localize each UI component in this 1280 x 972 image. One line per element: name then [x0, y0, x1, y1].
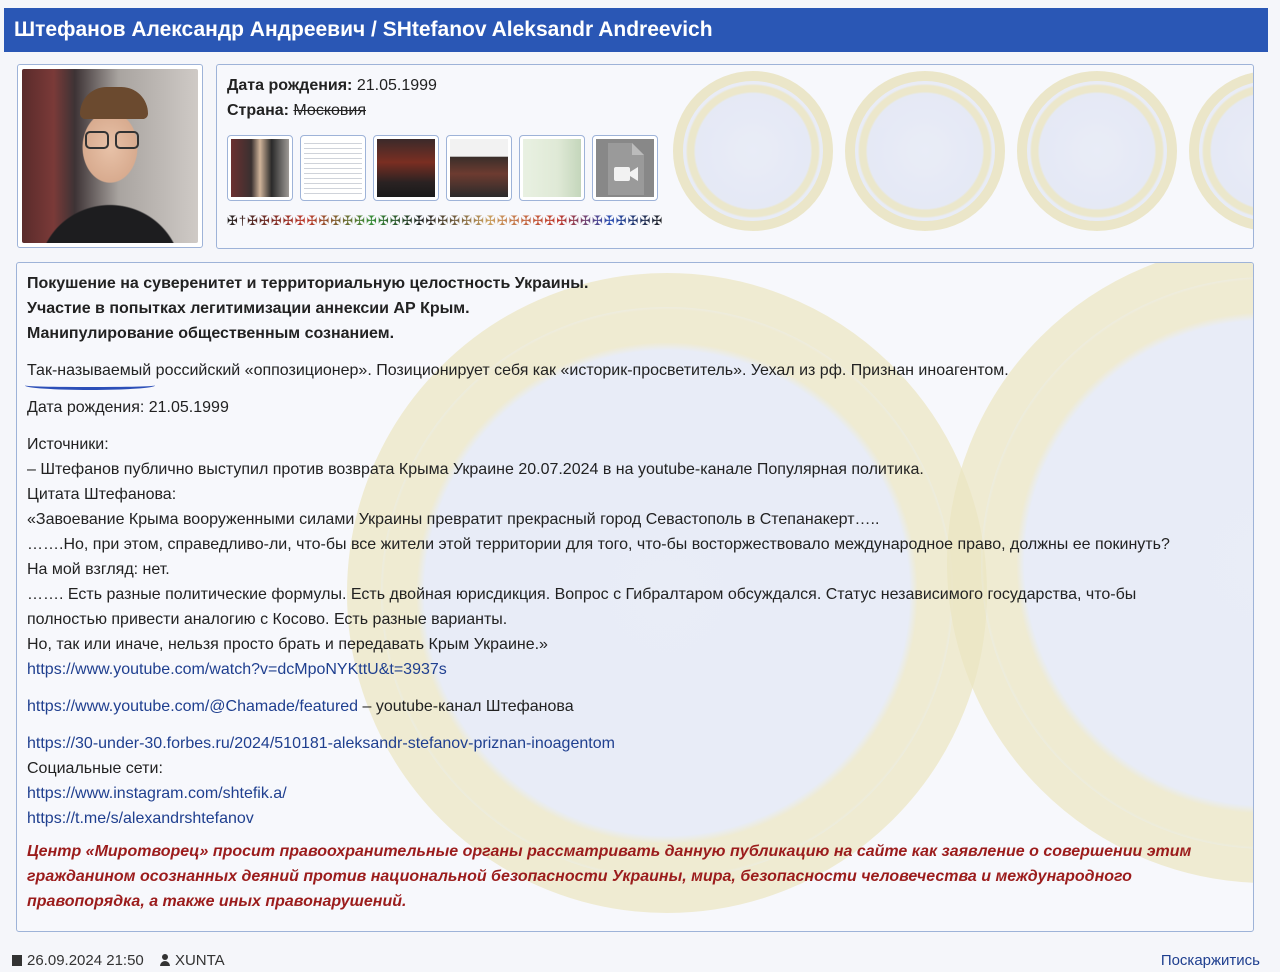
youtube-video-link[interactable]: https://www.youtube.com/watch?v=dcMpoNYKttU&t=3937s: [27, 661, 447, 678]
social-label: Социальные сети:: [27, 760, 163, 777]
video-file-icon: [596, 139, 656, 199]
source-item: – Штефанов публично выступил против возврата Крыма Украине 20.07.2024 в на youtube-канале Популярная политика.: [27, 461, 924, 478]
youtube-channel-link[interactable]: https://www.youtube.com/@Chamade/featured: [27, 698, 359, 715]
page-title: Штефанов Александр Андреевич / SHtefanov Aleksandr Andreevich: [4, 8, 1268, 52]
watermark-seal: [1017, 71, 1177, 231]
attachment-thumbnail-video-still[interactable]: [373, 135, 439, 201]
post-date: 26.09.2024 21:50: [27, 952, 144, 969]
instagram-link[interactable]: https://www.instagram.com/shtefik.a/: [27, 785, 287, 802]
sources-label: Источники:: [27, 436, 109, 453]
telegram-link[interactable]: https://t.me/s/alexandrshtefanov: [27, 810, 254, 827]
avatar: [22, 69, 198, 243]
quote-line: ……. Есть разные политические формулы. Есть двойная юрисдикция. Вопрос с Гибралтаром обсуждался. Статус независимого государства, что-бы: [27, 586, 1137, 603]
accusation-heading: Манипулирование общественным сознанием.: [27, 325, 395, 342]
country-value: Московия: [293, 102, 366, 119]
accusation-heading: Покушение на суверенитет и территориальную целостность Украины.: [27, 275, 589, 292]
main-content-panel: [16, 262, 1254, 932]
post-author[interactable]: XUNTA: [174, 952, 225, 969]
attachment-thumbnail-webpage[interactable]: [446, 135, 512, 201]
youtube-channel-caption: – youtube-канал Штефанова: [358, 698, 574, 715]
accusation-heading: Участие в попытках легитимизации аннексии АР Крым.: [27, 300, 470, 317]
watermark-seal: [845, 71, 1005, 231]
quote-label: Цитата Штефанова:: [27, 486, 177, 503]
attachment-thumbnail-photo[interactable]: [227, 135, 293, 201]
intro-paragraph: [27, 358, 1243, 383]
quote-line: полностью привести аналогию с Косово. Есть разные варианты.: [27, 611, 508, 628]
country-label: Страна:: [227, 102, 289, 119]
quote-line: …….Но, при этом, справедливо-ли, что-бы все жители этой территории для того, что-бы восторжествовало международное право, должны ее покинуть?: [27, 536, 1170, 553]
birth-date-label: Дата рождения:: [227, 77, 353, 94]
intro-underlined-word: Так-называемый: [27, 358, 151, 383]
attachment-thumbnail-document[interactable]: [300, 135, 366, 201]
info-panel: [216, 64, 1254, 249]
watermark-seal: [1189, 71, 1254, 231]
user-icon: [160, 954, 170, 966]
article-body: [27, 271, 1243, 914]
intro-text: российский «оппозиционер». Позиционирует себя как «историк-просветитель». Уехал из рф. Признан иноагентом.: [151, 362, 1009, 379]
birth-date-value: 21.05.1999: [356, 77, 437, 94]
cross-markers: ✠†✠✠✠✠✠✠✠✠✠✠✠✠✠✠✠✠✠✠✠✠✠✠✠✠✠✠✠✠✠✠✠✠✠✠✠: [227, 213, 664, 228]
country-row: [227, 100, 366, 122]
complain-link[interactable]: Поскаржитись: [1160, 952, 1260, 969]
attachment-thumbnail-chat[interactable]: [519, 135, 585, 201]
quote-line: На мой взгляд: нет.: [27, 561, 170, 578]
attachment-thumbnail-video-file[interactable]: [592, 135, 658, 201]
calendar-icon: [12, 955, 22, 966]
legal-warning: Центр «Миротворец» просит правоохранительные органы рассматривать данную публикацию на сайте как заявление о совершении этим гражданином осознанных деяний против национальной безопасности Украины, мира, безопасности человечества и международного правопорядка, а также иных правонарушений.: [27, 843, 1192, 910]
birth-date-line: Дата рождения: 21.05.1999: [27, 399, 229, 416]
watermark-seal: [673, 71, 833, 231]
post-footer: [12, 950, 1260, 972]
quote-line: «Завоевание Крыма вооруженными силами Украины превратит прекрасный город Севастополь в Степанакерт…..: [27, 511, 880, 528]
birth-date-row: [227, 75, 437, 97]
forbes-link[interactable]: https://30-under-30.forbes.ru/2024/510181-aleksandr-stefanov-priznan-inoagentom: [27, 735, 615, 752]
profile-photo[interactable]: [17, 64, 203, 248]
quote-line: Но, так или иначе, нельзя просто брать и передавать Крым Украине.»: [27, 636, 548, 653]
